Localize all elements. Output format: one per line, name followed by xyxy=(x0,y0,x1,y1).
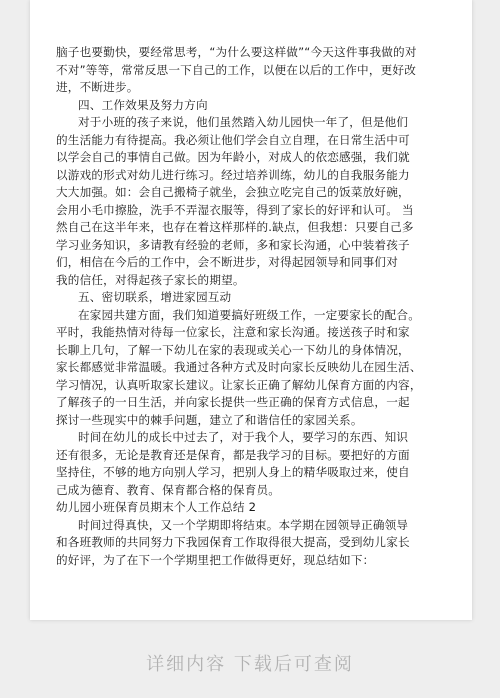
text-line: 时间过得真快，又一个学期即将结束。本学期在园领导正确领导 xyxy=(78,517,409,532)
text-line: 会用小毛巾擦脸，洗手不弄湿衣服等，得到了家长的好评和认可。 当 xyxy=(56,202,414,217)
text-line: 时间在幼儿的成长中过去了，对于我个人，要学习的东西、知识 xyxy=(78,430,409,444)
section-heading: 五、密切联系，增进家园互动 xyxy=(78,290,232,304)
text-line: 在家园共建方面，我们知道要搞好班级工作，一定要家长的配合。 xyxy=(78,307,421,322)
text-line: 学习业务知识，多请教有经验的老师，多和家长沟通，心中装着孩子 xyxy=(56,237,410,252)
text-line: 学习情况，认真听取家长建议。让家长正确了解幼儿保育方面的内容， xyxy=(56,377,422,392)
text-line: 长聊上几句，了解一下幼儿在家的表现或关心一下幼儿的身体情况， xyxy=(56,342,410,357)
text-line: 和各班教师的共同努力下我园保育工作取得很大提高，受到幼儿家长 xyxy=(56,535,410,549)
text-line: 以学会自己的事情自己做。因为年龄小，对成人的依恋感强，我们就 xyxy=(56,150,410,164)
text-line: 了解孩子的一日生活，并向家长提供一些正确的保育方式信息，一起 xyxy=(56,395,410,409)
text-line: 己成为德育、教育、保育都合格的保育员。 xyxy=(56,482,281,497)
text-line: 大大加强。如：会自己搬椅子就坐，会独立吃完自己的饭菜放好碗， xyxy=(56,185,410,199)
text-line: 家长都感觉非常温暖。我通过各种方式及时向家长反映幼儿在园生活、 xyxy=(56,360,422,374)
text-line: 的好评，为了在下一个学期里把工作做得更好，现总结如下： xyxy=(56,552,375,567)
text-line: 平时，我能热情对待每一位家长，注意和家长沟通。接送孩子时和家 xyxy=(56,325,410,339)
document-body xyxy=(56,44,452,569)
text-line: 我的信任，对得起孩子家长的期望。 xyxy=(56,272,245,287)
text-line: 们，相信在今后的工作中，会不断进步，对得起园领导和同事们对 xyxy=(56,255,399,269)
text-line: 进，不断进步。 xyxy=(56,80,139,94)
text-line: 以游戏的形式对幼儿进行练习。经过培养训练，幼儿的自我服务能力 xyxy=(56,167,410,182)
text-line: 的生活能力有待提高。我必须让他们学会自立自理，在日常生活中可 xyxy=(56,132,410,147)
text-line: 探讨一些现实中的棘手问题，建立了和谐信任的家园关系。 xyxy=(56,412,363,427)
text-line: 还有很多，无论是教育还是保育，都是我学习的目标。要把好的方面 xyxy=(56,447,410,462)
text-line: 坚持住，不够的地方向别人学习，把别人身上的精华吸取过来，使自 xyxy=(56,465,410,479)
text-line: 脑子也要勤快，要经常思考，“为什么要这样做”“今天这件事我做的对 xyxy=(56,45,417,59)
download-prompt-text[interactable]: 详细内容 下载后可查阅 xyxy=(146,654,354,675)
text-line: 然自己在这半年来，也存在着这样那样的.缺点，但我想：只要自己多 xyxy=(56,220,414,234)
section-heading: 四、工作效果及努力方向 xyxy=(78,97,208,112)
text-line: 对于小班的孩子来说，他们虽然踏入幼儿园快一年了，但是他们 xyxy=(78,115,409,129)
text-line: 不对”等等，常常反思一下自己的工作，以便在以后的工作中，更好改 xyxy=(56,62,417,77)
document-subtitle: 幼儿园小班保育员期末个人工作总结 2 xyxy=(56,500,257,514)
